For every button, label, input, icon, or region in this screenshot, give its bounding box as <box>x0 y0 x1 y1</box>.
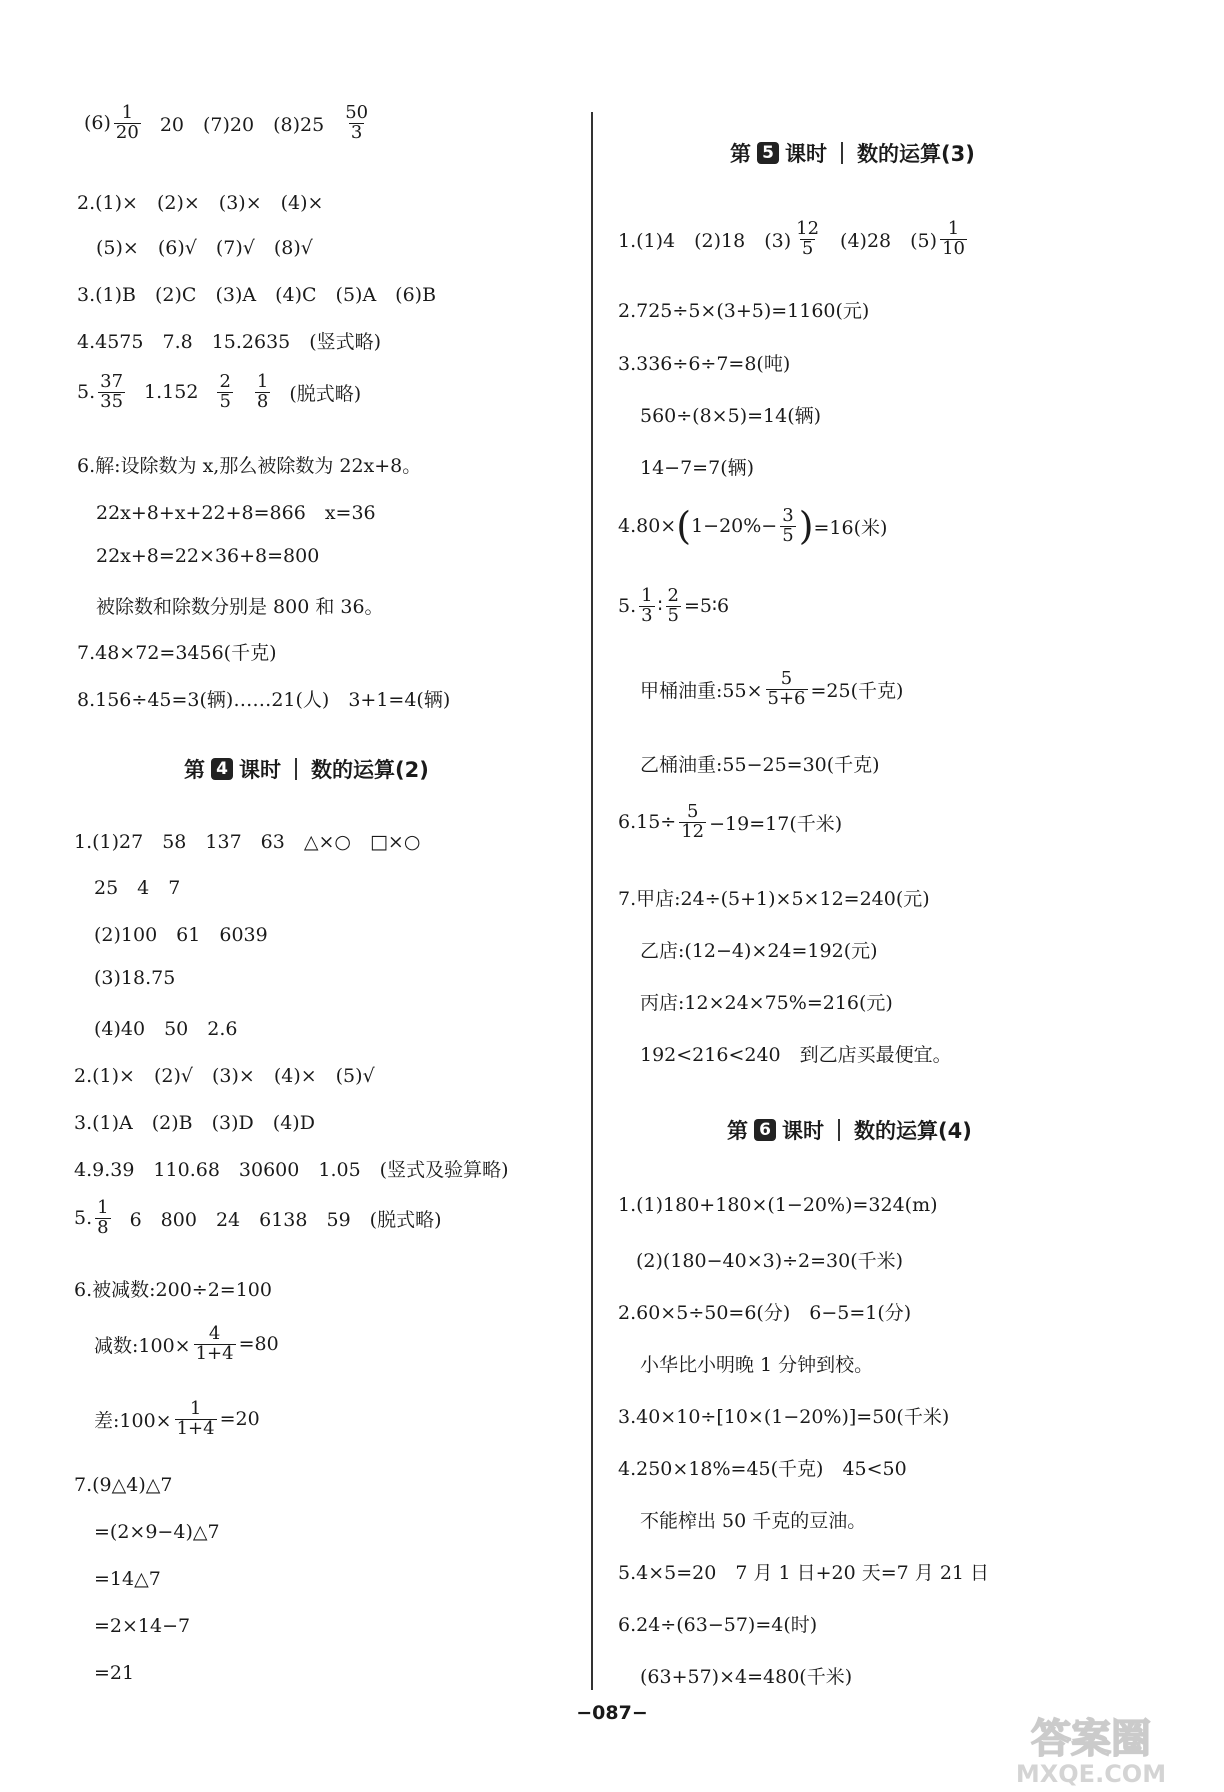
answer-line <box>94 1325 279 1364</box>
column-divider <box>591 112 593 1690</box>
answer-line: 6.解:设除数为 x,那么被除数为 22x+8。 <box>77 455 422 477</box>
numerator: 1 <box>947 218 960 239</box>
answer-line: 乙桶油重:55−25=30(千克) <box>640 754 880 776</box>
denominator: 8 <box>97 1216 109 1238</box>
fraction <box>794 220 821 259</box>
answer-line: 1.(1)180+180×(1−20%)=324(m) <box>618 1194 938 1216</box>
answer-line <box>618 220 970 259</box>
numerator: 1 <box>189 1398 202 1419</box>
denominator: 20 <box>115 121 139 143</box>
section-heading <box>730 138 975 168</box>
fraction <box>114 104 141 143</box>
answer-line: (2)100 61 6039 <box>94 924 268 946</box>
section-heading <box>727 1115 972 1145</box>
answer-line: (2)(180−40×3)÷2=30(千米) <box>636 1250 904 1272</box>
text: 6.15÷ <box>618 811 677 834</box>
watermark-logo <box>976 1708 1206 1788</box>
numerator: 1 <box>641 585 653 606</box>
text: 5. <box>74 1207 93 1230</box>
numerator: 50 <box>345 102 369 123</box>
denominator: 5 <box>219 390 231 412</box>
heading-title: 数的运算(4) <box>854 1119 972 1143</box>
answer-line: (3)18.75 <box>94 967 176 989</box>
denominator: 10 <box>942 237 965 259</box>
numerator: 5 <box>780 668 793 689</box>
fraction <box>639 587 654 626</box>
numerator: 2 <box>667 585 679 606</box>
answer-line <box>618 587 729 626</box>
answer-line: 1.(1)27 58 137 63 △×○ □×○ <box>74 831 421 853</box>
big-paren: ) <box>798 504 814 549</box>
answer-line: 3.40×10÷[10×(1−20%)]=50(千米) <box>618 1406 950 1428</box>
answer-line: (4)40 50 2.6 <box>94 1018 238 1040</box>
fraction <box>98 373 125 412</box>
text: (脱式略) <box>289 382 362 405</box>
text: 1.152 <box>144 381 199 404</box>
numerator: 3 <box>782 505 794 526</box>
denominator: 12 <box>681 820 705 842</box>
section-heading <box>184 754 429 784</box>
denominator: 3 <box>641 604 653 626</box>
fraction <box>194 1325 236 1364</box>
text: 4.80× <box>618 515 677 538</box>
denominator: 3 <box>350 121 363 143</box>
answer-line: 4.4575 7.8 15.2635 (竖式略) <box>77 331 382 353</box>
heading-lesson: 课时 <box>239 758 281 782</box>
denominator: 5 <box>801 237 814 259</box>
answer-line: 7.(9△4)△7 <box>74 1474 173 1496</box>
answer-line <box>84 104 373 143</box>
heading-title: 数的运算(3) <box>857 142 975 166</box>
text: 5. <box>618 595 637 618</box>
answer-line <box>618 803 842 842</box>
answer-line: 被除数和除数分别是 800 和 36。 <box>96 596 384 618</box>
text: 5. <box>77 381 96 404</box>
page-number: −087− <box>576 1702 648 1724</box>
answer-line: 3.(1)B (2)C (3)A (4)C (5)A (6)B <box>77 284 437 306</box>
text: (6) <box>84 112 111 135</box>
answer-line: 14−7=7(辆) <box>640 457 755 479</box>
answer-line: 560÷(8×5)=14(辆) <box>640 405 822 427</box>
fraction <box>780 507 795 546</box>
answer-line: 22x+8+x+22+8=866 x=36 <box>96 502 376 524</box>
numerator: 1 <box>121 102 134 123</box>
numerator: 4 <box>208 1323 221 1344</box>
heading-divider <box>838 1119 840 1141</box>
answer-line: =2×14−7 <box>94 1615 191 1637</box>
answer-line <box>77 373 361 412</box>
answer-line: 6.24÷(63−57)=4(时) <box>618 1614 818 1636</box>
answer-line: 4.250×18%=45(千克) 45<50 <box>618 1458 907 1480</box>
text: 差:100× <box>94 1409 172 1432</box>
answer-line: 小华比小明晚 1 分钟到校。 <box>640 1354 874 1376</box>
answer-line: 3.(1)A (2)B (3)D (4)D <box>74 1112 315 1134</box>
heading-prefix: 第 <box>730 142 751 166</box>
answer-line: 7.甲店:24÷(5+1)×5×12=240(元) <box>618 888 930 910</box>
answer-line: 3.336÷6÷7=8(吨) <box>618 353 791 375</box>
heading-lesson: 课时 <box>782 1119 824 1143</box>
text: 减数:100× <box>94 1334 191 1357</box>
numerator: 5 <box>686 801 699 822</box>
answer-line: =21 <box>94 1662 135 1684</box>
numerator: 2 <box>219 371 231 392</box>
lesson-number-badge: 6 <box>754 1119 776 1141</box>
fraction <box>95 1199 110 1238</box>
text: =80 <box>238 1333 279 1356</box>
denominator: 5 <box>667 604 679 626</box>
text: 20 (7)20 (8)25 <box>159 113 325 136</box>
text: ∶ <box>657 595 663 618</box>
text: 6 800 24 6138 59 (脱式略) <box>129 1208 442 1231</box>
denominator: 8 <box>256 390 269 412</box>
answer-line: 6.被减数:200÷2=100 <box>74 1279 272 1301</box>
text: =5∶6 <box>684 595 730 618</box>
answer-line: 乙店:(12−4)×24=192(元) <box>640 940 878 962</box>
text: (4)28 (5) <box>840 229 938 252</box>
text: =20 <box>219 1408 260 1431</box>
answer-line: 不能榨出 50 千克的豆油。 <box>640 1510 867 1532</box>
answer-line: 8.156÷45=3(辆)……21(人) 3+1=4(辆) <box>77 689 451 711</box>
heading-prefix: 第 <box>184 758 205 782</box>
fraction <box>175 1400 217 1439</box>
answer-line: 7.48×72=3456(千克) <box>77 642 277 664</box>
denominator: 1+4 <box>195 1342 234 1364</box>
answer-line: =(2×9−4)△7 <box>94 1521 220 1543</box>
fraction <box>766 670 808 709</box>
text: 甲桶油重:55× <box>640 679 763 702</box>
fraction <box>666 587 681 626</box>
lesson-number-badge: 5 <box>757 142 779 164</box>
text: =25(千克) <box>810 679 904 702</box>
heading-divider <box>841 142 843 164</box>
text: =16(米) <box>813 516 888 539</box>
answer-line <box>94 1400 260 1439</box>
numerator: 37 <box>100 371 124 392</box>
answer-line: 25 4 7 <box>94 877 181 899</box>
denominator: 1+4 <box>176 1417 215 1439</box>
answer-line: 2.(1)× (2)× (3)× (4)× <box>77 192 324 214</box>
numerator: 12 <box>796 218 820 239</box>
answer-line: 丙店:12×24×75%=216(元) <box>640 992 893 1014</box>
heading-divider <box>295 758 297 780</box>
numerator: 1 <box>256 371 269 392</box>
watermark-text: 答案圈 <box>1031 1716 1151 1762</box>
text: −19=17(千米) <box>709 812 843 835</box>
answer-line: =14△7 <box>94 1568 161 1590</box>
text: 1.(1)4 (2)18 (3) <box>618 229 792 252</box>
answer-line <box>74 1199 441 1238</box>
answer-line: 192<216<240 到乙店买最便宜。 <box>640 1044 952 1066</box>
denominator: 35 <box>100 390 124 412</box>
numerator: 1 <box>97 1197 109 1218</box>
answer-line: 2.(1)× (2)√ (3)× (4)× (5)√ <box>74 1065 375 1087</box>
heading-lesson: 课时 <box>785 142 827 166</box>
answer-line <box>618 504 888 549</box>
fraction <box>217 373 232 412</box>
fraction <box>940 220 967 259</box>
denominator: 5 <box>782 524 794 546</box>
answer-line: 5.4×5=20 7 月 1 日+20 天=7 月 21 日 <box>618 1562 990 1584</box>
denominator: 5+6 <box>767 687 806 709</box>
answer-line <box>640 670 903 709</box>
big-paren: ( <box>676 504 692 549</box>
fraction <box>679 803 706 842</box>
fraction <box>343 104 370 143</box>
answer-line: 2.725÷5×(3+5)=1160(元) <box>618 300 870 322</box>
fraction <box>255 373 270 412</box>
heading-title: 数的运算(2) <box>311 758 429 782</box>
watermark-url: MXQE.COM <box>1015 1760 1167 1788</box>
heading-prefix: 第 <box>727 1119 748 1143</box>
answer-line: 22x+8=22×36+8=800 <box>96 545 320 567</box>
answer-line: 4.9.39 110.68 30600 1.05 (竖式及验算略) <box>74 1159 509 1181</box>
text: 1−20%− <box>691 515 778 538</box>
answer-line: (63+57)×4=480(千米) <box>640 1666 853 1688</box>
answer-line: 2.60×5÷50=6(分) 6−5=1(分) <box>618 1302 912 1324</box>
answer-line: (5)× (6)√ (7)√ (8)√ <box>96 237 313 259</box>
lesson-number-badge: 4 <box>211 758 233 780</box>
